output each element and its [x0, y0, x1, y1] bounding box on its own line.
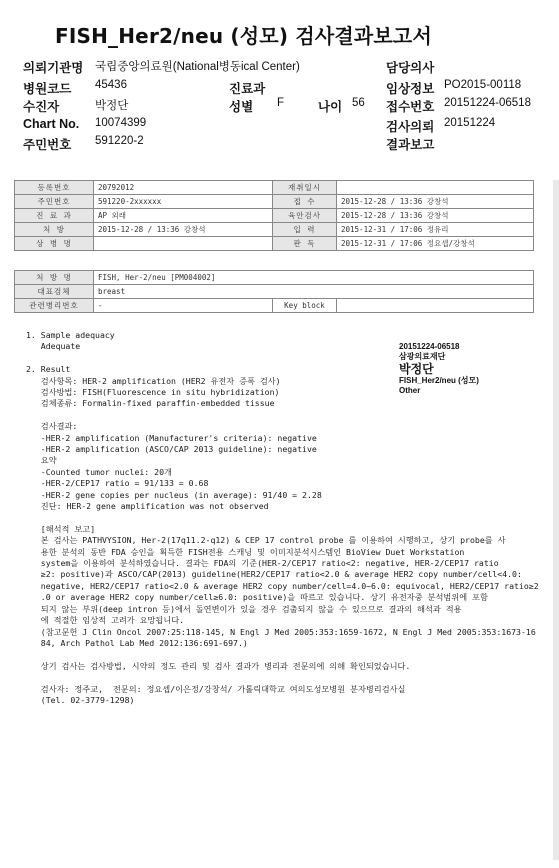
table-label: 대표검체	[15, 285, 94, 299]
report-line: 요약	[26, 455, 57, 466]
table-row	[15, 271, 534, 285]
table-row	[15, 285, 534, 299]
report-line: Adequate	[26, 341, 81, 352]
report-line: 검사방법: FISH(Fluorescence in situ hybridization)	[26, 387, 280, 398]
label-age: 나이	[318, 100, 343, 114]
label-chart-no: Chart No.	[23, 117, 80, 131]
report-line	[26, 410, 539, 421]
value-resident-no: 591220-2	[95, 135, 144, 147]
table-cell: 2015-12-31 / 17:06 정요셉/강창석	[337, 237, 534, 251]
report-line: 진단: HER-2 gene amplification was not observed	[26, 501, 269, 512]
report-line: negative, HER2/CEP17 ratio<2.0 & average HER2 copy number/cell=4.0~6.0: equivocal, HER2/CEP17 ratio≥2	[26, 580, 539, 591]
report-line: 본 검사는 PATHVYSION, Her-2(17q11.2-q12) & CEP 17 control probe 를 이용하여 시행하고, 상기 probe를 사	[26, 535, 506, 546]
report-line: 검사자: 정주교, 전문의: 정요셉/이은정/강창석/ 가톨릭대학교 여의도성모병원 분자병리검사실	[26, 683, 406, 694]
report-line: .0 or average HER2 copy number/cell≥6.0: positive)을 따르고 있습니다. 상기 유전자중 분석범위에 포함	[26, 592, 488, 603]
table-row	[15, 209, 534, 223]
report-line: 용한 분석의 동반 FDA 승인을 획득한 FISH전용 스캐닝 및 이미지분석시스템인 BioView Duet Workstation	[26, 546, 465, 557]
table-label: 처 방	[15, 223, 94, 237]
registration-table	[14, 180, 534, 251]
report-line: -HER-2 amplification (Manufacturer's criteria): negative	[26, 432, 317, 443]
table-cell	[94, 237, 273, 251]
value-chart-no: 10074399	[95, 117, 147, 129]
table-label: Key block	[273, 299, 337, 313]
label-physician: 담당의사	[386, 61, 435, 75]
label-request-date: 검사의뢰	[386, 120, 435, 134]
label-sex: 성별	[229, 100, 254, 114]
value-sex: F	[277, 97, 285, 109]
report-line: ≥2: positive)과 ASCO/CAP(2013) guideline(HER2/CEP17 ratio<2.0 & average HER2 copy number/cell<4.0:	[26, 569, 522, 580]
table-row	[15, 195, 534, 209]
label-receipt-no: 접수번호	[386, 100, 435, 114]
report-line: 에 적절한 임상적 고려가 요망됩니다.	[26, 615, 185, 626]
table-cell: 2015-12-28 / 13:36 강창석	[94, 223, 273, 237]
sticker-type: Other	[399, 386, 421, 395]
value-institution: 국립중앙의료원(National병동ical Center)	[95, 61, 300, 73]
report-line: 2. Result	[26, 364, 71, 375]
report-line: 상기 검사는 검사방법, 시약의 정도 관리 및 검사 결과가 병리과 전문의에 의해 확인되었습니다.	[26, 660, 411, 671]
table-label: 주민번호	[15, 195, 94, 209]
report-line: system을 이용하여 분석하였습니다. 결과는 FDA의 기준(HER-2/CEP17 ratio<2: negative, HER-2/CEP17 ratio	[26, 558, 499, 569]
table-cell: breast	[94, 285, 534, 299]
sticker-test-name: FISH_Her2/neu (성모)	[399, 376, 479, 385]
report-line: [해석적 보고]	[26, 523, 96, 534]
table-label: 입 력	[273, 223, 337, 237]
report-line	[26, 649, 539, 660]
table-label: 처 방 명	[15, 271, 94, 285]
report-line: -Counted tumor nuclei: 20개	[26, 466, 172, 477]
report-line: 84, Arch Pathol Lab Med 2012:136:691-697.)	[26, 637, 248, 648]
label-result-report: 결과보고	[386, 138, 435, 152]
table-label: 관련병리번호	[15, 299, 94, 313]
report-line: 1. Sample adequacy	[26, 330, 115, 340]
report-line	[26, 353, 539, 364]
table-label: 등록번호	[15, 181, 94, 195]
table-cell: AP 외래	[94, 209, 273, 223]
table-row	[15, 181, 534, 195]
report-line: -HER-2/CEP17 ratio = 91/133 = 0.68	[26, 478, 209, 489]
table-cell: 2015-12-28 / 13:36 강창석	[337, 209, 534, 223]
report-title: FISH_Her2/neu (성모) 검사결과보고서	[55, 24, 432, 48]
value-receipt-no: 20151224-06518	[444, 97, 531, 109]
table-cell: FISH, Her-2/neu [PM004002]	[94, 271, 534, 285]
report-line: 되지 않는 부위(deep intron 등)에서 돌연변이가 있을 경우 검출되지 않을 수 있으므로 결과의 해석과 적용	[26, 603, 462, 614]
value-clinical-info: PO2015-00118	[444, 79, 522, 91]
report-body	[26, 330, 539, 706]
report-line: (참고문헌 J Clin Oncol 2007:25:118-145, N Engl J Med 2005:353:1659-1672, N Engl J Med 2005:353:1673-16	[26, 626, 536, 637]
report-line	[26, 672, 539, 683]
table-cell	[337, 181, 534, 195]
table-label: 재취일시	[273, 181, 337, 195]
label-resident-no: 주민번호	[23, 138, 72, 152]
report-line	[26, 512, 539, 523]
label-institution: 의뢰기관명	[23, 61, 84, 75]
table-row	[15, 237, 534, 251]
report-line: (Tel. 02-3779-1298)	[26, 694, 135, 705]
table-cell: 591220-2xxxxxx	[94, 195, 273, 209]
report-line: -HER-2 gene copies per nucleus (in average): 91/40 = 2.28	[26, 489, 322, 500]
label-clinical-info: 임상정보	[386, 82, 435, 96]
table-row	[15, 299, 534, 313]
report-line: 검체종류: Formalin-fixed paraffin-embedded tissue	[26, 398, 275, 409]
report-line: 검사결과:	[26, 421, 78, 432]
value-patient: 박정단	[95, 100, 129, 112]
table-label: 접 수	[273, 195, 337, 209]
table-cell: -	[94, 299, 273, 313]
sticker-org: 삼광의료재단	[399, 352, 446, 361]
label-department: 진료과	[229, 82, 266, 96]
report-line: -HER-2 amplification (ASCO/CAP 2013 guideline): negative	[26, 444, 317, 455]
sticker-receipt-no: 20151224-06518	[399, 342, 460, 351]
order-table	[14, 270, 534, 313]
page-edge	[553, 180, 559, 860]
value-age: 56	[352, 97, 365, 109]
table-label: 육안검사	[273, 209, 337, 223]
table-row	[15, 223, 534, 237]
value-request-date: 20151224	[444, 117, 496, 129]
value-hospital-code: 45436	[95, 79, 127, 91]
table-label: 판 독	[273, 237, 337, 251]
table-cell	[337, 299, 534, 313]
label-patient: 수진자	[23, 100, 60, 114]
label-hospital-code: 병원코드	[23, 82, 72, 96]
sticker-patient-name: 박정단	[399, 362, 434, 376]
table-label: 진 료 과	[15, 209, 94, 223]
table-label: 상 병 명	[15, 237, 94, 251]
table-cell: 20792012	[94, 181, 273, 195]
table-cell: 2015-12-31 / 17:06 정유리	[337, 223, 534, 237]
table-cell: 2015-12-28 / 13:36 강창석	[337, 195, 534, 209]
report-line: 검사항목: HER-2 amplification (HER2 유전자 증폭 검사)	[26, 375, 281, 386]
